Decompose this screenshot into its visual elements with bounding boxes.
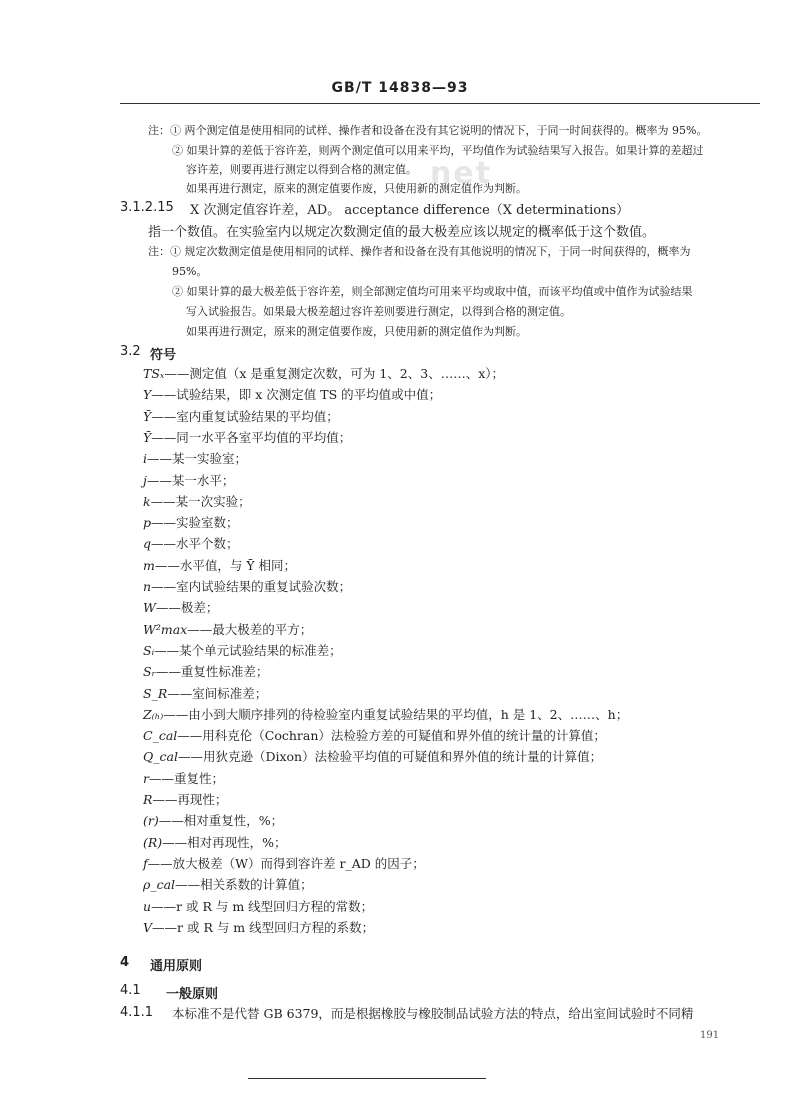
symbol-row (143, 620, 312, 638)
symbol-definition: ——重复性； (148, 770, 224, 786)
symbol-term: (R) (143, 834, 163, 850)
symbol-row (143, 556, 296, 574)
symbol-definition: ——实验室数； (151, 515, 239, 531)
symbol-term: Ȳ (143, 408, 152, 424)
note-line-4: 如果再进行测定，原来的测定值要作废，只使用新的测定值作为判断。 (186, 182, 527, 195)
symbol-definition: ——重复性标准差； (155, 664, 269, 680)
symbol-term: TSₓ (143, 366, 165, 381)
note-line-3: 容许差，则要再进行测定以得到合格的测定值。 (186, 163, 417, 176)
clause-number: 3.1.2.15 (120, 200, 174, 215)
symbol-term: Ȳ (143, 429, 152, 445)
symbol-term: Q_cal (143, 749, 178, 765)
symbol-definition: ——r 或 R 与 m 线型回归方程的系数； (152, 919, 375, 935)
symbol-row (143, 747, 602, 765)
symbol-term: Y (143, 387, 152, 403)
clause-definition: 指一个数值。在实验室内以规定次数测定值的最大极差应该以规定的概率低于这个数值。 (148, 225, 656, 240)
symbol-row (143, 407, 339, 425)
symbol-definition: ——最大极差的平方； (187, 621, 313, 637)
subsection-title: 一般原则 (166, 987, 219, 1002)
clause-4-1-1-text: 本标准不是代替 GB 6379，而是根据橡胶与橡胶制品试验方法的特点，给出室间试验时不同精 (172, 1006, 694, 1021)
symbol-term: i (143, 451, 147, 467)
symbol-definition: ——某一次实验； (150, 493, 251, 509)
symbol-row (143, 492, 251, 510)
symbol-definition: ——相对再现性，%； (162, 834, 287, 850)
symbol-row (143, 726, 606, 744)
symbol-definition: ——室内试验结果的重复试验次数； (151, 579, 352, 594)
section-title: 符号 (150, 348, 177, 363)
symbol-term: C_cal (143, 728, 178, 744)
symbol-row (143, 662, 268, 680)
symbol-term: m (143, 557, 155, 573)
section-4-title: 通用原则 (150, 959, 203, 974)
symbol-definition: ——测定值（x 是重复测定次数，可为 1、2、3、……、x）； (164, 366, 504, 381)
symbol-definition: ——用狄克逊（Dixon）法检验平均值的可疑值和界外值的统计量的计算值； (177, 749, 603, 765)
clause-4-1-1-number: 4.1.1 (120, 1005, 154, 1020)
symbol-row (143, 428, 351, 446)
symbol-definition: ——某一水平； (146, 472, 235, 488)
symbol-term: V (143, 919, 153, 935)
symbol-definition: ——r 或 R 与 m 线型回归方程的常数； (151, 898, 374, 914)
standard-header: GB/T 14838—93 (331, 80, 469, 96)
symbol-definition: ——某个单元试验结果的标准差； (154, 642, 342, 658)
symbol-definition: ——由小到大顺序排列的待检验室内重复试验结果的平均值，h 是 1、2、……、h； (163, 706, 629, 722)
symbol-term: n (143, 579, 152, 594)
symbol-definition: ——再现性； (152, 792, 228, 807)
symbol-row (143, 684, 267, 702)
symbol-definition: ——某一实验室； (147, 451, 248, 467)
symbol-row (143, 471, 234, 489)
symbol-row (143, 897, 373, 915)
clause-note-4: 写入试验报告。如果最大极差超过容许差则要进行测定，以得到合格的测定值。 (186, 305, 571, 318)
symbol-definition: ——水平个数； (151, 536, 239, 552)
symbol-row (143, 811, 283, 829)
symbol-definition: ——极差； (155, 600, 219, 616)
symbol-row (143, 769, 224, 787)
symbol-definition: ——水平值，与 Ȳ 相同； (154, 557, 297, 573)
bottom-rule (248, 1078, 486, 1079)
watermark: net (430, 156, 493, 191)
symbol-term: u (143, 898, 152, 914)
symbol-definition: ——用科克伦（Cochran）法检验方差的可疑值和界外值的统计量的计算值； (177, 728, 606, 744)
page-number: 191 (700, 1030, 720, 1041)
clause-note-3: ② 如果计算的最大极差低于容许差，则全部测定值均可用来平均或取中值，而该平均值或中值作为试验结果 (172, 285, 693, 298)
symbol-row (143, 833, 287, 851)
symbol-row (143, 598, 218, 616)
symbol-row (143, 875, 313, 893)
symbol-definition: ——相对重复性，%； (158, 813, 284, 829)
symbol-row (143, 790, 227, 808)
symbol-row (143, 854, 425, 872)
note-line-1: 注：① 两个测定值是使用相同的试样、操作者和设备在没有其它说明的情况下，于同一时间获得的。概率为 95%。 (148, 124, 708, 137)
symbol-term: f (143, 855, 148, 871)
symbol-term: q (143, 536, 152, 552)
symbol-term: k (143, 493, 151, 509)
symbol-definition: ——放大极差（W）而得到容许差 r_AD 的因子； (147, 855, 425, 871)
symbol-term: W (143, 600, 156, 616)
symbol-row (143, 385, 441, 403)
symbol-row (143, 449, 247, 467)
subsection-number: 4.1 (120, 983, 141, 998)
section-4-number: 4 (120, 955, 130, 970)
symbol-definition: ——试验结果，即 x 次测定值 TS 的平均值或中值； (151, 387, 442, 403)
clause-note-1: 注：① 规定次数测定值是使用相同的试样、操作者和设备在没有其他说明的情况下，于同一时间获得的，概率为 (148, 245, 691, 258)
symbol-row (143, 364, 504, 382)
symbol-row (143, 513, 239, 531)
symbol-term: W²max (143, 621, 188, 637)
symbol-definition: ——室内重复试验结果的平均值； (151, 408, 339, 424)
symbol-term: j (143, 472, 147, 488)
symbol-row (143, 534, 239, 552)
symbol-definition: ——同一水平各室平均值的平均值； (151, 429, 352, 445)
symbol-row (143, 641, 342, 659)
symbol-term: ρ_cal (143, 877, 176, 893)
symbol-term: (r) (143, 813, 159, 829)
symbol-term: Sᵢ (143, 642, 155, 658)
symbol-definition: ——室间标准差； (167, 685, 268, 701)
symbol-row (143, 918, 374, 936)
symbol-row (143, 577, 351, 595)
clause-title: X 次测定值容许差，AD。 acceptance difference（X determinations） (190, 203, 630, 218)
note-line-2: ② 如果计算的差低于容许差，则两个测定值可以用来平均，平均值作为试验结果写入报告。如果计算的差超过 (172, 144, 704, 157)
symbol-row (143, 705, 628, 723)
symbol-definition: ——相关系数的计算值； (175, 877, 313, 893)
header-rule (120, 103, 760, 104)
symbol-term: R (143, 792, 153, 807)
clause-note-2: 95%。 (172, 265, 208, 278)
symbol-term: S_R (143, 685, 168, 701)
symbol-term: Sᵣ (143, 664, 156, 680)
symbol-term: r (143, 770, 149, 786)
clause-note-5: 如果再进行测定，原来的测定值要作废，只使用新的测定值作为判断。 (186, 325, 527, 338)
symbol-term: Z₍ₕ₎ (143, 706, 164, 722)
symbol-term: p (143, 515, 152, 531)
section-number: 3.2 (120, 344, 141, 359)
